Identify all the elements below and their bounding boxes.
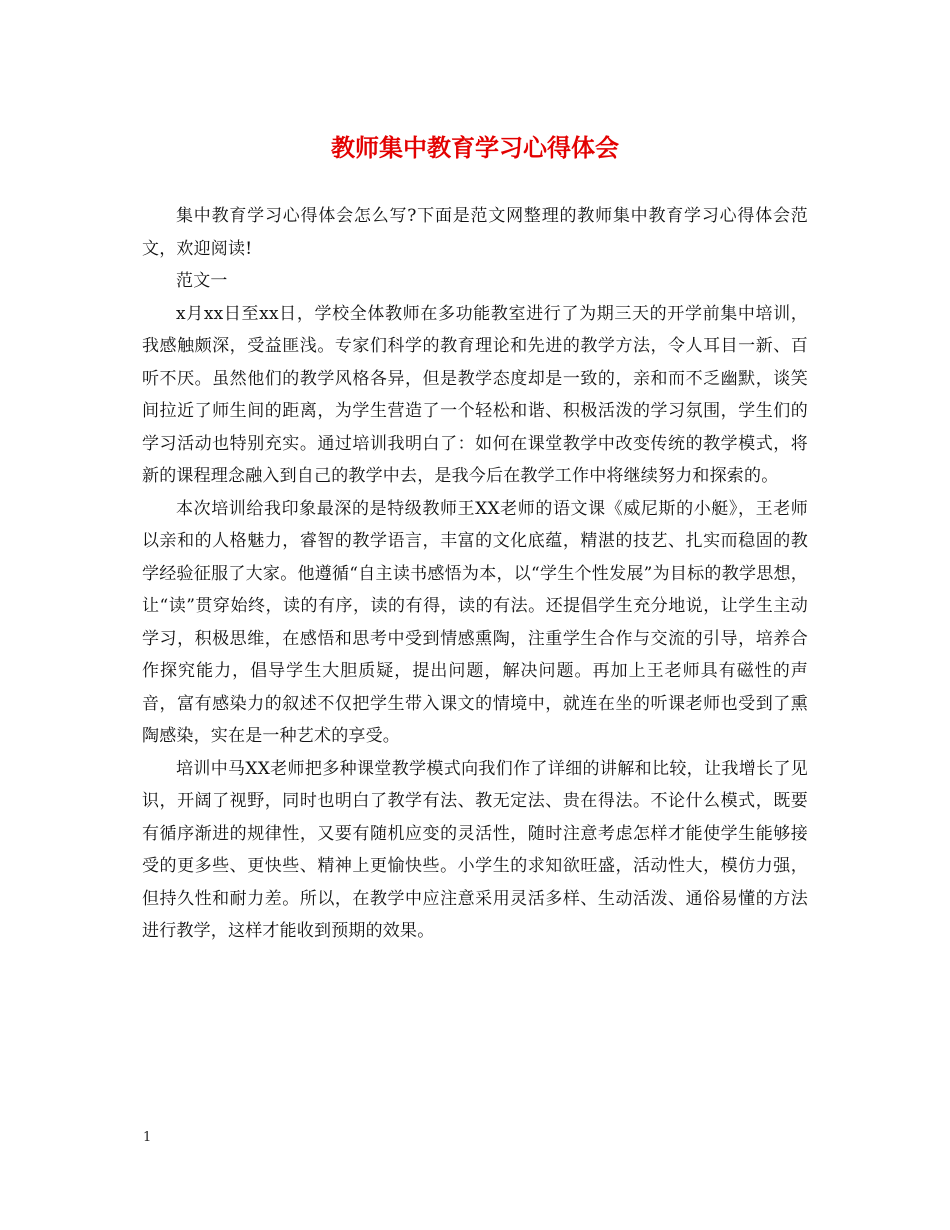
body-paragraph: x月xx日至xx日，学校全体教师在多功能教室进行了为期三天的开学前集中培训，我感触颇深，受益匪浅。专家们科学的教育理论和先进的教学方法，令人耳目一新、百听不厌。虽然他们的教学风格各异，但是教学态度却是一致的，亲和而不乏幽默，谈笑间拉近了师生间的距离，为学生营造了一个轻松和谐、积极活泼的学习氛围，学生们的学习活动也特别充实。通过培训我明白了：如何在课堂教学中改变传统的教学模式，将新的课程理念融入到自己的教学中去，是我今后在教学工作中将继续努力和探索的。 bbox=[142, 303, 808, 486]
section-heading: 范文一 bbox=[176, 271, 228, 291]
body-paragraph: 本次培训给我印象最深的是特级教师王XX老师的语文课《威尼斯的小艇》，王老师以亲和的人格魅力，睿智的教学语言，丰富的文化底蕴，精湛的技艺、扎实而稳固的教学经验征服了大家。他遵循“自主读书感悟为本，以“学生个性发展”为目标的教学思想，让“读”贯穿始终，读的有序，读的有得，读的有法。还提倡学生充分地说，让学生主动学习，积极思维，在感悟和思考中受到情感熏陶，注重学生合作与交流的引导，培养合作探究能力，倡导学生大胆质疑，提出问题，解决问题。再加上王老师具有磁性的声音，富有感染力的叙述不仅把学生带入课文的情境中，就连在坐的听课老师也受到了熏陶感染，实在是一种艺术的享受。 bbox=[142, 498, 808, 746]
body-paragraph: 培训中马XX老师把多种课堂教学模式向我们作了详细的讲解和比较，让我增长了见识，开阔了视野，同时也明白了教学有法、教无定法、贵在得法。不论什么模式，既要有循序渐进的规律性，又要有随机应变的灵活性，随时注意考虑怎样才能使学生能够接受的更多些、更快些、精神上更愉快些。小学生的求知欲旺盛，活动性大，模仿力强，但持久性和耐力差。所以，在教学中应注意采用灵活多样、生动活泼、通俗易懂的方法进行教学，这样才能收到预期的效果。 bbox=[142, 758, 808, 941]
document-body bbox=[142, 200, 808, 948]
intro-paragraph: 集中教育学习心得体会怎么写?下面是范文网整理的教师集中教育学习心得体会范文，欢迎阅读! bbox=[142, 206, 808, 259]
document-title: 教师集中教育学习心得体会 bbox=[331, 133, 619, 162]
page-number: 1 bbox=[143, 1130, 152, 1145]
